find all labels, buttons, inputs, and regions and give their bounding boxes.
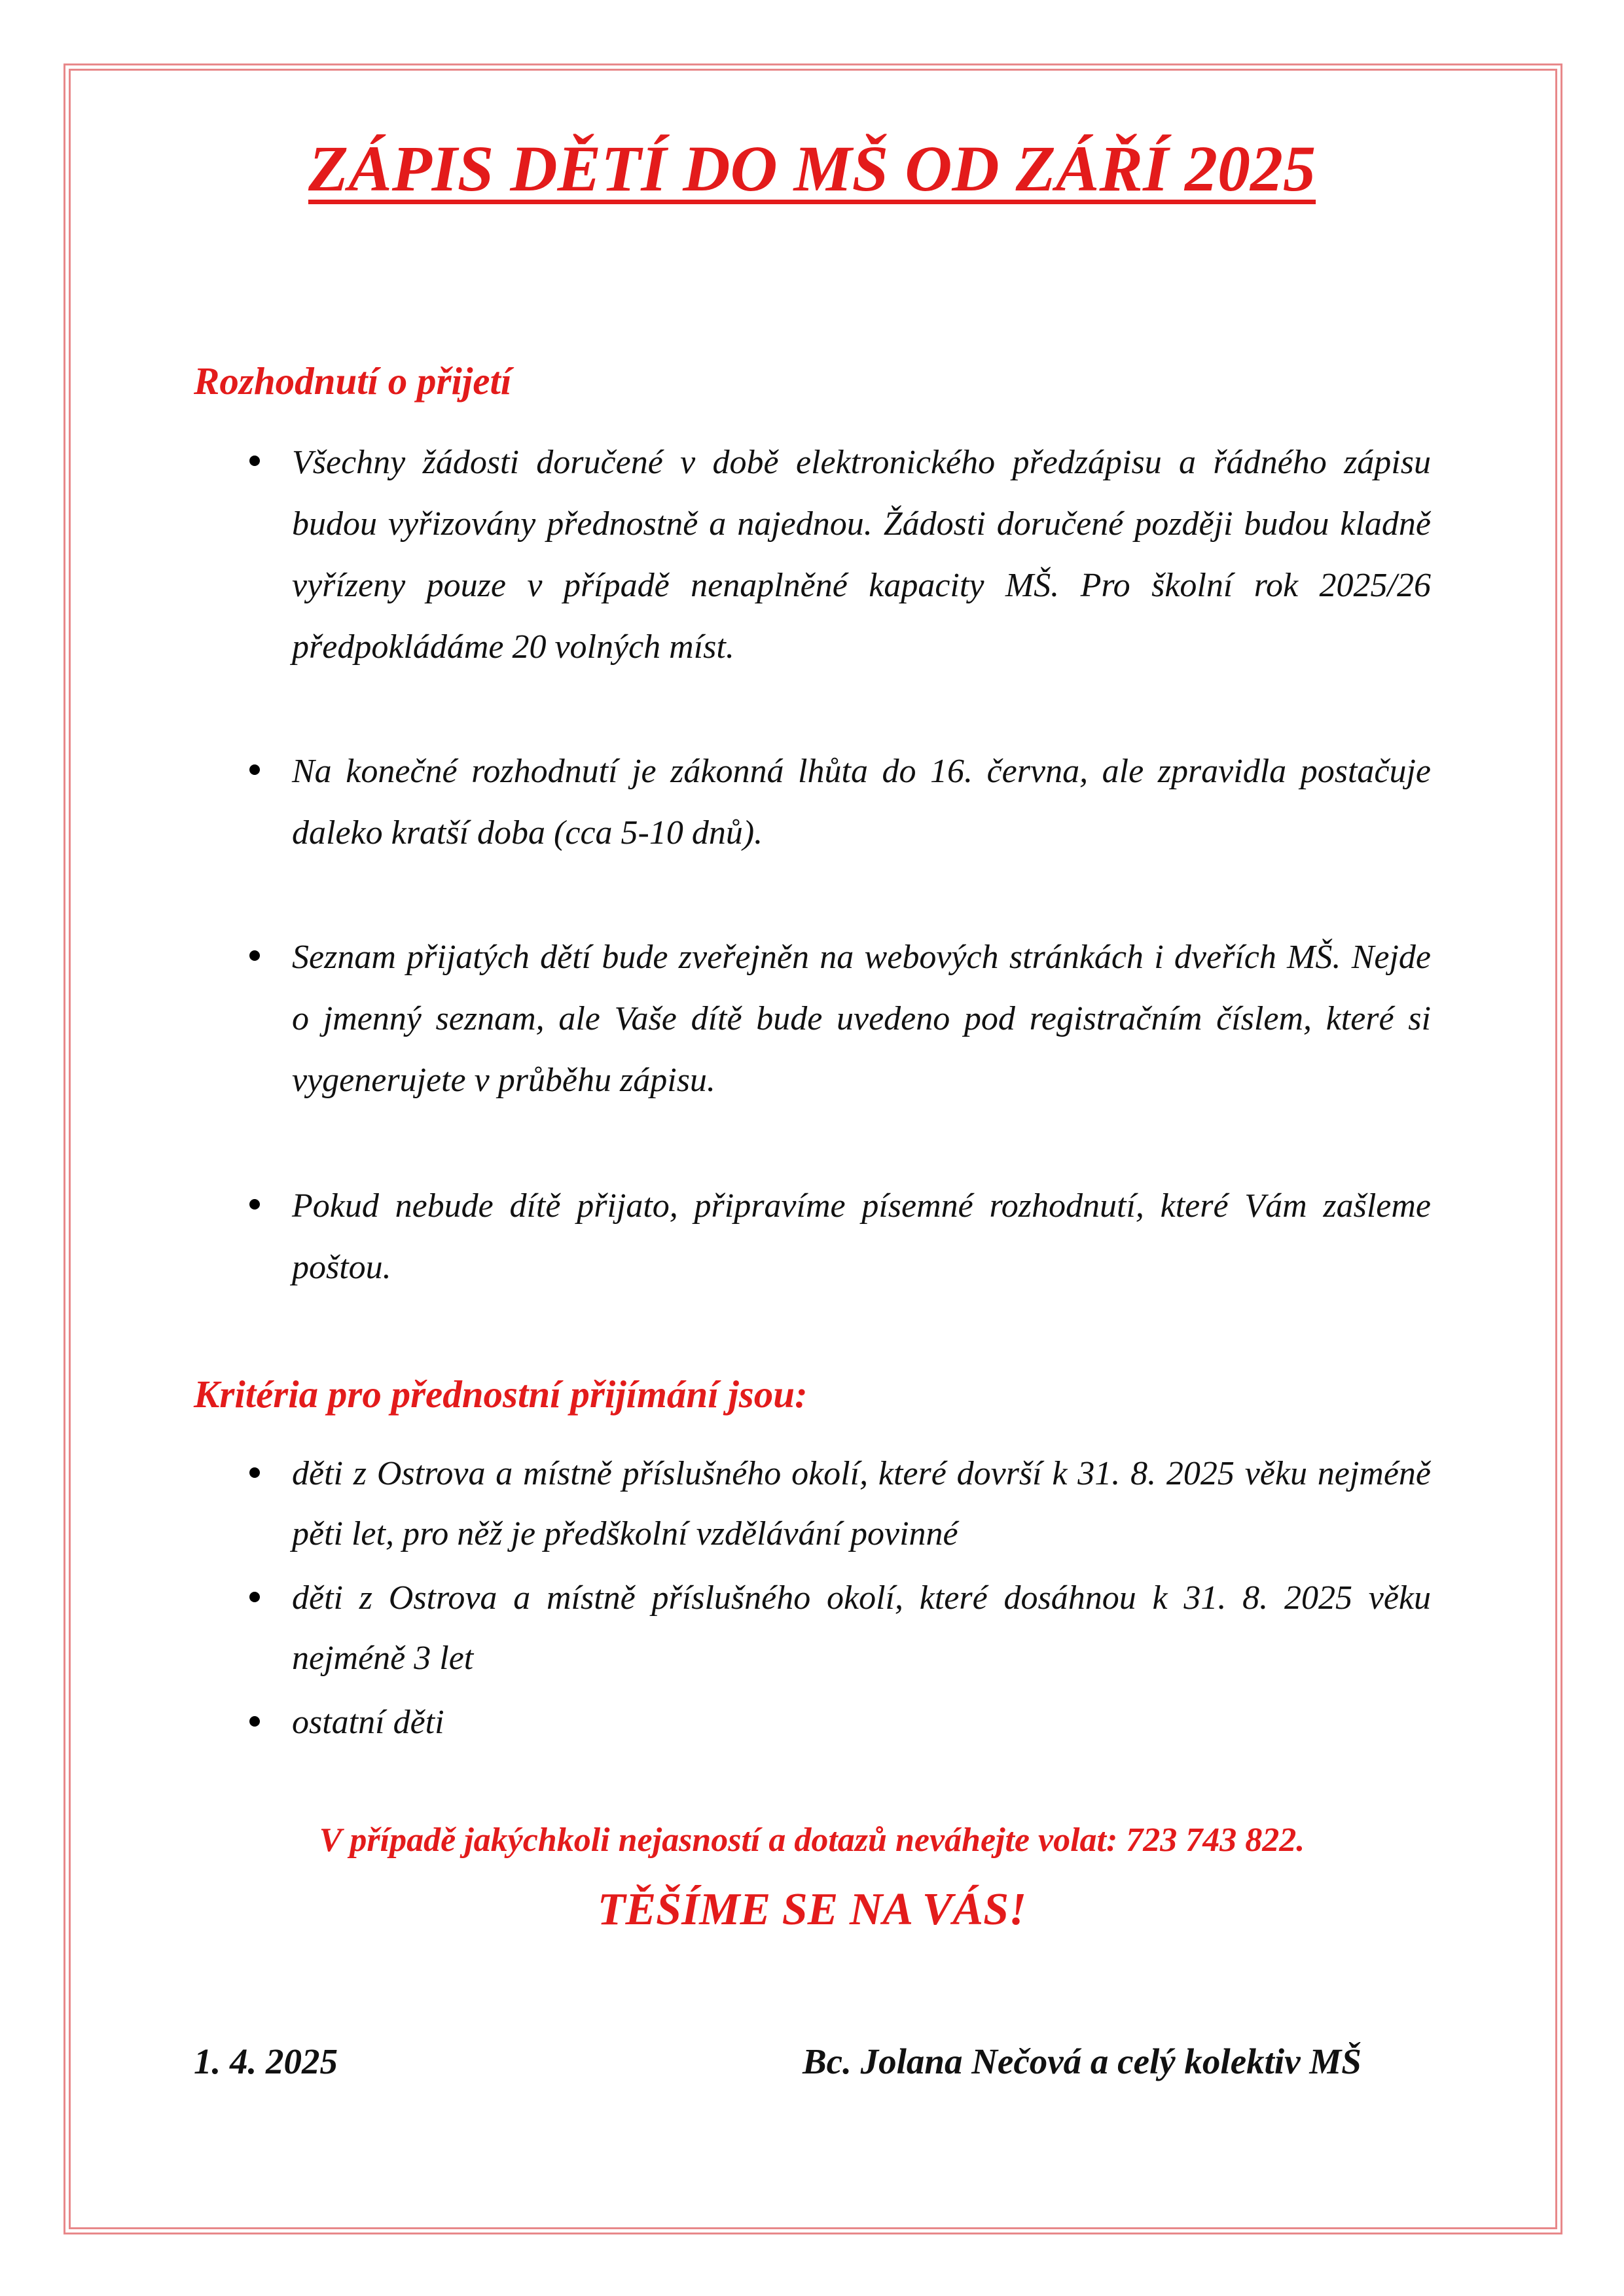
criteria-heading: Kritéria pro přednostní přijímání jsou: [194,1372,808,1416]
greeting: TĚŠÍME SE NA VÁS! [597,1884,1027,1935]
bullet-icon [249,1199,260,1210]
decision-heading: Rozhodnutí o přijetí [194,359,512,403]
list-item-text: Pokud nebude dítě přijato, připravíme písemné rozhodnutí, které Vám zašleme poštou. [292,1187,1431,1286]
bullet-icon [249,1467,260,1478]
bullet-icon [249,1592,260,1602]
list-item-text: Na konečné rozhodnutí je zákonná lhůta do 16. června, ale zpravidla postačuje daleko kratší doba (cca 5-10 dnů). [292,753,1431,852]
list-item-text: Všechny žádosti doručené v době elektronického předzápisu a řádného zápisu budou vyřizovány přednostně a najednou. Žádosti doručené později budou kladně vyřízeny pouze v případě nenaplněné kapacity MŠ. Pro školní rok 2025/26 předpokládáme 20 volných míst. [292,444,1431,666]
list-item-text: děti z Ostrova a místně příslušného okolí, které dovrší k 31. 8. 2025 věku nejméně pěti let, pro něž je předškolní vzdělávání povinné [292,1455,1431,1552]
list-item-text: děti z Ostrova a místně příslušného okolí, které dosáhnou k 31. 8. 2025 věku nejméně 3 let [292,1579,1431,1677]
bullet-icon [249,950,260,961]
page-title: ZÁPIS DĚTÍ DO MŠ OD ZÁŘÍ 2025 [308,132,1316,205]
contact-line: V případě jakýchkoli nejasností a dotazů neváhejte volat: 723 743 822. [319,1821,1305,1859]
bullet-icon [249,1716,260,1727]
bullet-icon [249,764,260,775]
bullet-icon [249,456,260,466]
list-item-text: Seznam přijatých dětí bude zveřejněn na webových stránkách i dveřích MŠ. Nejde o jmenný seznam, ale Vaše dítě bude uvedeno pod registračním číslem, které si vygenerujete v průběhu zápisu. [292,939,1431,1099]
footer-date: 1. 4. 2025 [194,2041,338,2081]
footer-signature: Bc. Jolana Nečová a celý kolektiv MŠ [803,2041,1362,2081]
list-item-text: ostatní děti [292,1704,444,1741]
